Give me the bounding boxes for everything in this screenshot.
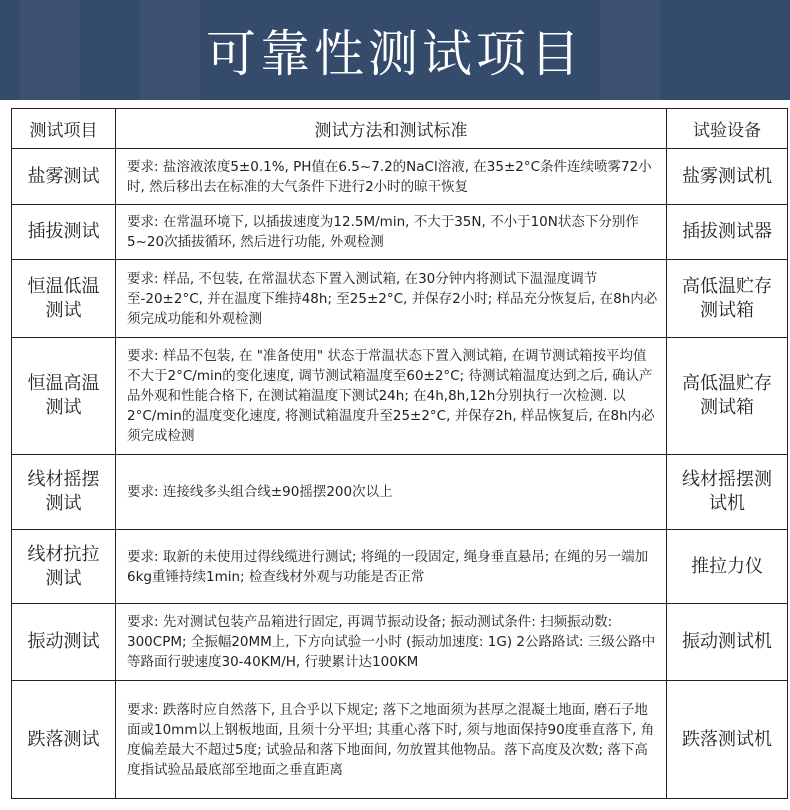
test-item-name: 线材抗拉测试 <box>12 530 116 604</box>
title-banner <box>0 0 790 100</box>
test-method-text: 要求: 跌落时应自然落下, 且合乎以下规定; 落下之地面须为甚厚之混凝土地面, 磨石子地面或10mm以上钢板地面, 且须十分平坦; 其重心落下时, 须与地面保持90度垂直落下, 角度偏差最大不超过5度; 试验品和落下地面间, 勿放置其他物品。落下高度及次数; 落下高度指试验品最底部至地面之垂直距离 <box>116 681 667 799</box>
test-item-name: 恒温低温测试 <box>12 260 116 338</box>
test-equipment-name: 高低温贮存测试箱 <box>667 338 788 455</box>
test-method-text: 要求: 连接线多头组合线±90摇摆200次以上 <box>116 455 667 530</box>
table-row <box>12 604 788 681</box>
test-equipment-name: 盐雾测试机 <box>667 149 788 205</box>
table-row <box>12 338 788 455</box>
test-item-name: 线材摇摆测试 <box>12 455 116 530</box>
test-equipment-name: 跌落测试机 <box>667 681 788 799</box>
table-row <box>12 205 788 260</box>
test-method-text: 要求: 先对测试包装产品箱进行固定, 再调节振动设备; 振动测试条件: 扫频振动数: 300CPM; 全振幅20MM上, 下方向试验一小时 (振动加速度: 1G) 2公路路试: 三级公路中等路面行驶速度30-40KM/H, 行驶累计达100KM <box>116 604 667 681</box>
table-row <box>12 530 788 604</box>
table-row <box>12 455 788 530</box>
reliability-test-table <box>11 108 788 799</box>
test-equipment-name: 高低温贮存测试箱 <box>667 260 788 338</box>
test-method-text: 要求: 样品, 不包装, 在常温状态下置入测试箱, 在30分钟内将测试下温湿度调节至-20±2°C, 并在温度下维持48h; 至25±2°C, 并保存2小时; 样品充分恢复后, 在8h内必须完成功能和外观检测 <box>116 260 667 338</box>
test-item-name: 振动测试 <box>12 604 116 681</box>
header-test-item: 测试项目 <box>12 109 116 149</box>
header-test-equipment: 试验设备 <box>667 109 788 149</box>
test-item-name: 跌落测试 <box>12 681 116 799</box>
test-item-name: 插拔测试 <box>12 205 116 260</box>
test-item-name: 恒温高温测试 <box>12 338 116 455</box>
header-test-method: 测试方法和测试标准 <box>116 109 667 149</box>
banner-decoration <box>140 0 200 100</box>
test-equipment-name: 振动测试机 <box>667 604 788 681</box>
test-table-container <box>11 108 787 799</box>
test-method-text: 要求: 盐溶液浓度5±0.1%, PH值在6.5~7.2的NaCl溶液, 在35±2°C条件连续喷雾72小时, 然后移出去在标准的大气条件下进行2小时的晾干恢复 <box>116 149 667 205</box>
table-row <box>12 149 788 205</box>
banner-decoration <box>600 0 660 100</box>
table-row <box>12 681 788 799</box>
table-header-row <box>12 109 788 149</box>
test-equipment-name: 线材摇摆测试机 <box>667 455 788 530</box>
table-row <box>12 260 788 338</box>
test-method-text: 要求: 样品不包装, 在 "准备使用" 状态于常温状态下置入测试箱, 在调节测试箱按平均值不大于2°C/min的变化速度, 调节测试箱温度至60±2°C; 待测试箱温度达到之后, 确认产品外观和性能合格下, 在测试箱温度下测试24h; 在4h,8h,12h分别执行一次检测. 以2°C/min的温度变化速度, 将测试箱温度升至25±2°C, 并保存2h, 样品恢复后, 在8h内必须完成检测 <box>116 338 667 455</box>
test-equipment-name: 插拔测试器 <box>667 205 788 260</box>
test-item-name: 盐雾测试 <box>12 149 116 205</box>
test-method-text: 要求: 在常温环境下, 以插拔速度为12.5M/min, 不大于35N, 不小于10N状态下分别作5~20次插拔循环, 然后进行功能, 外观检测 <box>116 205 667 260</box>
page-title: 可靠性测试项目 <box>206 25 584 83</box>
banner-decoration <box>20 0 80 100</box>
test-method-text: 要求: 取新的未使用过得线缆进行测试; 将绳的一段固定, 绳身垂直悬吊; 在绳的另一端加6kg重锤持续1min; 检查线材外观与功能是否正常 <box>116 530 667 604</box>
test-equipment-name: 推拉力仪 <box>667 530 788 604</box>
